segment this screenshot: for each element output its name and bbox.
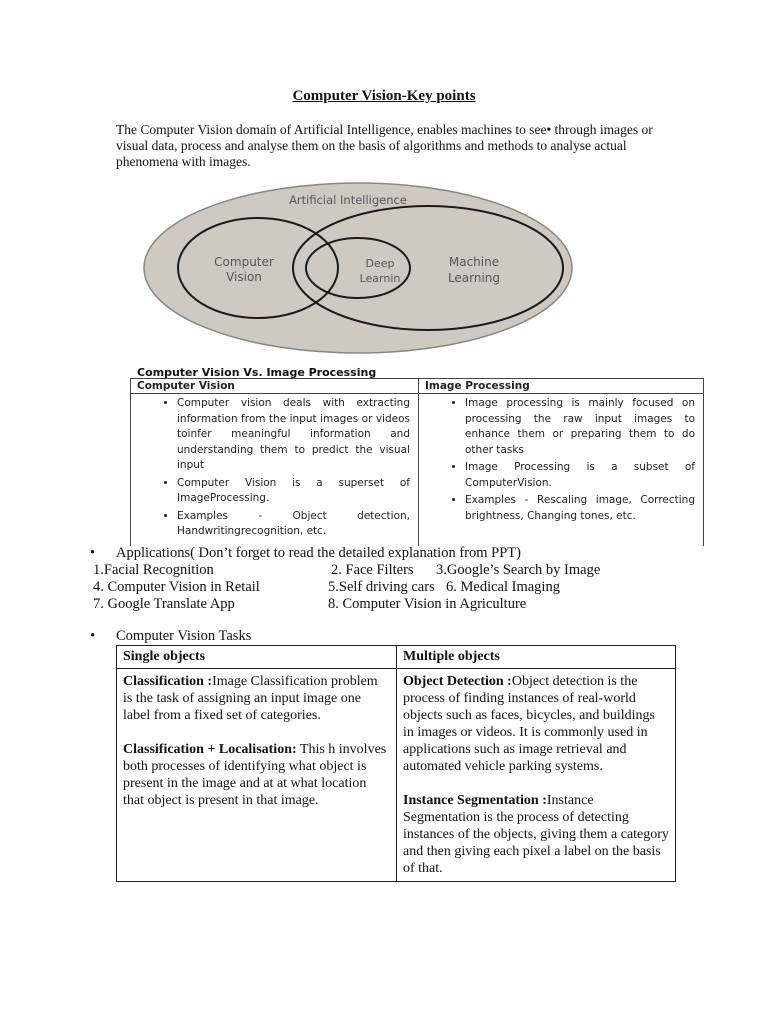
application-item: 1.Facial Recognition [93, 562, 214, 578]
application-item: 7. Google Translate App [93, 596, 235, 612]
application-item: 8. Computer Vision in Agriculture [328, 596, 527, 612]
bullet-icon: • [90, 628, 96, 644]
ip-cell [419, 394, 704, 546]
classification-block [123, 673, 390, 724]
cv-point: • Computer vision deals with extracting information from the input images or videos toinfer meaningful information and understanding them to predict the visual input [177, 396, 410, 474]
instance-segmentation-block [403, 792, 669, 877]
cv-vs-ip-table [130, 378, 704, 546]
application-item: 5.Self driving cars [328, 579, 435, 595]
task-name: Classification + Localisation: [123, 742, 297, 757]
task-name: Object Detection : [403, 674, 512, 689]
venn-ml-label-1: Machine [448, 255, 500, 269]
venn-dl-label-2: Learnin [359, 272, 401, 285]
task-description: Image Classification problem is the task of assigning an input image one label from a fixed set of categories. [123, 674, 378, 723]
venn-ai-label: Artificial Intelligence [289, 193, 407, 207]
multiple-objects-header: Multiple objects [397, 646, 676, 669]
multiple-objects-cell [397, 669, 676, 882]
cv-vs-ip-caption: Computer Vision Vs. Image Processing [137, 366, 377, 379]
ip-point: • Examples - Rescaling image, Correcting brightness, Changing tones, etc. [465, 493, 695, 524]
bullet-icon: • [90, 545, 96, 561]
task-name: Classification : [123, 674, 213, 689]
task-description: Instance Segmentation is the process of detecting instances of the objects, giving them a category and then giving each pixel a label on the basis of that. [403, 793, 669, 876]
application-item: 4. Computer Vision in Retail [93, 579, 260, 595]
task-description: This h involves both processes of identifying what object is present in the image and at at what location that object is present in that image. [123, 742, 387, 808]
single-objects-cell [117, 669, 397, 882]
cv-cell [131, 394, 419, 546]
task-name: Instance Segmentation : [403, 793, 547, 808]
intro-paragraph: The Computer Vision domain of Artificial Intelligence, enables machines to see• through images or visual data, process and analyse them on the basis of algorithms and methods to analyse actual phenomena with images. [116, 122, 653, 169]
applications-heading-text: Applications( Don’t forget to read the detailed explanation from PPT) [116, 545, 521, 561]
ip-point: • Image processing is mainly focused on processing the raw input images to enhance them or preparing them to do other tasks [465, 396, 695, 458]
tasks-table [116, 645, 676, 882]
tasks-heading [90, 628, 251, 645]
venn-dl-label-1: Deep [365, 257, 395, 270]
cv-point: • Computer Vision is a superset of ImageProcessing. [177, 476, 410, 507]
venn-cv-label-1: Computer [214, 255, 274, 269]
object-detection-block [403, 673, 669, 775]
ai-ellipse [144, 183, 572, 353]
application-item: 3.Google’s Search by Image [436, 562, 601, 578]
single-objects-header: Single objects [117, 646, 397, 669]
page-title: Computer Vision-Key points [292, 88, 476, 104]
tasks-heading-text: Computer Vision Tasks [116, 628, 252, 644]
ip-point: • Image Processing is a subset of ComputerVision. [465, 460, 695, 491]
ip-header: Image Processing [419, 379, 704, 394]
applications-heading [90, 545, 521, 562]
application-item: 2. Face Filters [331, 562, 414, 578]
cv-point: • Examples - Object detection, Handwritingrecognition, etc. [177, 509, 410, 540]
venn-ml-label-2: Learning [447, 271, 501, 285]
ai-venn-diagram [140, 180, 576, 360]
application-item: 6. Medical Imaging [446, 579, 560, 595]
venn-cv-label-2: Vision [226, 270, 262, 284]
task-description: Object detection is the process of finding instances of real-world objects such as faces, bicycles, and buildings in images or videos. It is commonly used in applications such as image retrieval and automated vehicle parking systems. [403, 674, 655, 774]
localisation-block [123, 741, 390, 809]
cv-header: Computer Vision [131, 379, 419, 394]
